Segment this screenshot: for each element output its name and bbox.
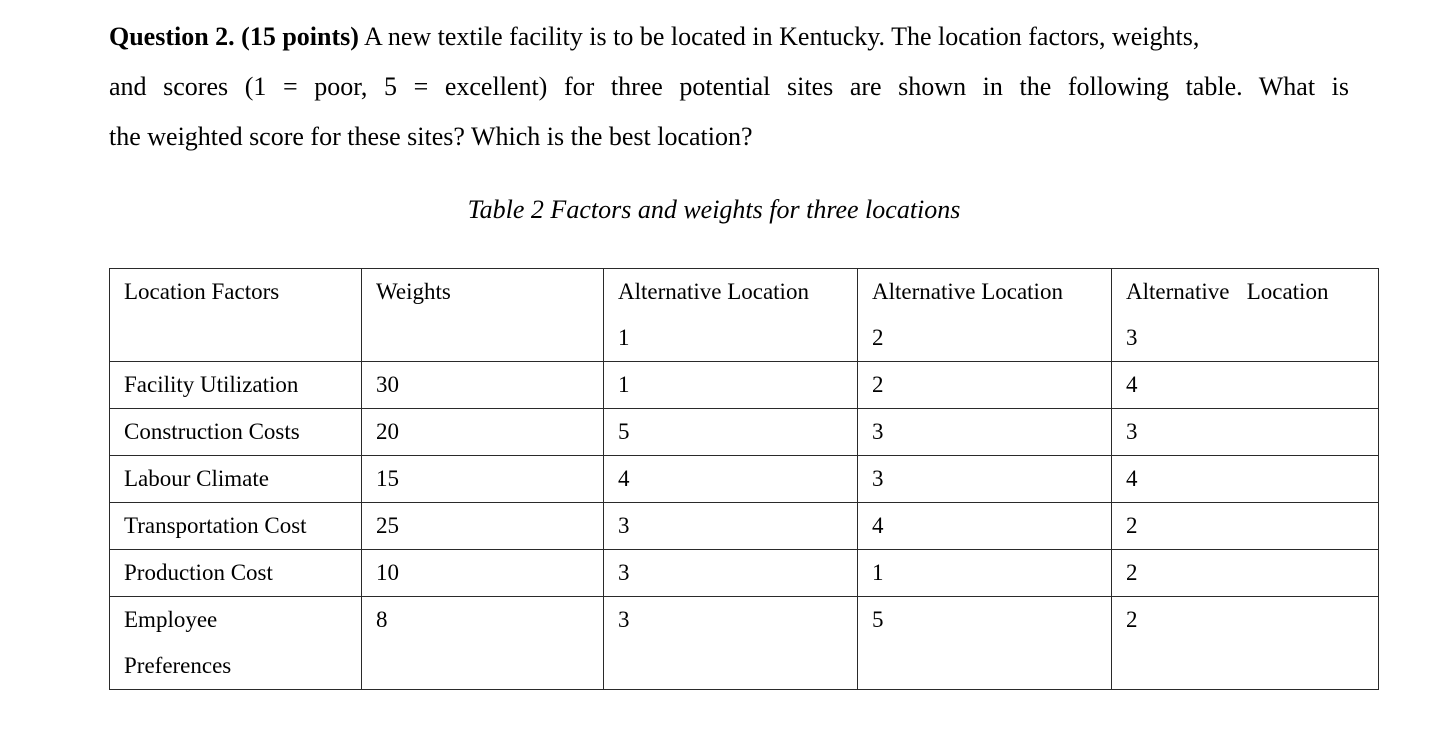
header-loc3-line2: 3 <box>1126 325 1138 350</box>
header-alternative-location-2 <box>858 269 1112 362</box>
row-loc1-score: 3 <box>604 597 858 690</box>
table-row <box>110 503 1379 550</box>
row-factor: Transportation Cost <box>110 503 362 550</box>
row-weight: 15 <box>362 456 604 503</box>
row-loc1-score: 4 <box>604 456 858 503</box>
row-loc2-score: 2 <box>858 362 1112 409</box>
row-weight: 10 <box>362 550 604 597</box>
question-line-1 <box>109 12 1349 62</box>
header-weights: Weights <box>362 269 604 362</box>
row-loc3-score: 4 <box>1112 362 1379 409</box>
row-loc2-score: 3 <box>858 456 1112 503</box>
row-factor-line2: Preferences <box>124 653 232 678</box>
question-line-2: and scores (1 = poor, 5 = excellent) for three potential sites are shown in the following table. What is <box>109 72 1349 101</box>
table-row <box>110 597 1379 690</box>
header-loc1-line1: Alternative Location <box>618 279 809 304</box>
row-loc3-score: 2 <box>1112 597 1379 690</box>
question-text <box>109 12 1349 162</box>
header-loc2-line2: 2 <box>872 325 884 350</box>
row-loc1-score: 5 <box>604 409 858 456</box>
row-loc1-score: 1 <box>604 362 858 409</box>
header-location-factors: Location Factors <box>110 269 362 362</box>
header-alternative-location-3 <box>1112 269 1379 362</box>
header-loc1-line2: 1 <box>618 325 630 350</box>
row-factor: Construction Costs <box>110 409 362 456</box>
question-label: Question 2. (15 points) <box>109 22 359 51</box>
factors-table <box>109 268 1379 690</box>
row-weight: 8 <box>362 597 604 690</box>
row-loc2-score: 4 <box>858 503 1112 550</box>
table-caption: Table 2 Factors and weights for three locations <box>467 195 961 224</box>
row-loc2-score: 1 <box>858 550 1112 597</box>
row-factor <box>110 597 362 690</box>
table-row <box>110 362 1379 409</box>
question-line-1-text: A new textile facility is to be located in Kentucky. The location factors, weights, <box>358 22 1200 51</box>
table-row <box>110 409 1379 456</box>
table-header-row <box>110 269 1379 362</box>
row-loc3-score: 2 <box>1112 550 1379 597</box>
row-factor: Labour Climate <box>110 456 362 503</box>
header-loc2-line1: Alternative Location <box>872 279 1063 304</box>
row-weight: 20 <box>362 409 604 456</box>
row-loc3-score: 2 <box>1112 503 1379 550</box>
row-loc1-score: 3 <box>604 550 858 597</box>
row-factor: Production Cost <box>110 550 362 597</box>
header-loc3-line1: Alternative Location <box>1126 279 1329 304</box>
row-factor-line1: Employee <box>124 607 218 632</box>
question-line-3: the weighted score for these sites? Which is the best location? <box>109 122 753 151</box>
row-weight: 30 <box>362 362 604 409</box>
table-row <box>110 456 1379 503</box>
header-alternative-location-1 <box>604 269 858 362</box>
row-loc3-score: 4 <box>1112 456 1379 503</box>
row-loc2-score: 5 <box>858 597 1112 690</box>
row-loc3-score: 3 <box>1112 409 1379 456</box>
row-weight: 25 <box>362 503 604 550</box>
table-row <box>110 550 1379 597</box>
row-loc1-score: 3 <box>604 503 858 550</box>
row-factor: Facility Utilization <box>110 362 362 409</box>
row-loc2-score: 3 <box>858 409 1112 456</box>
